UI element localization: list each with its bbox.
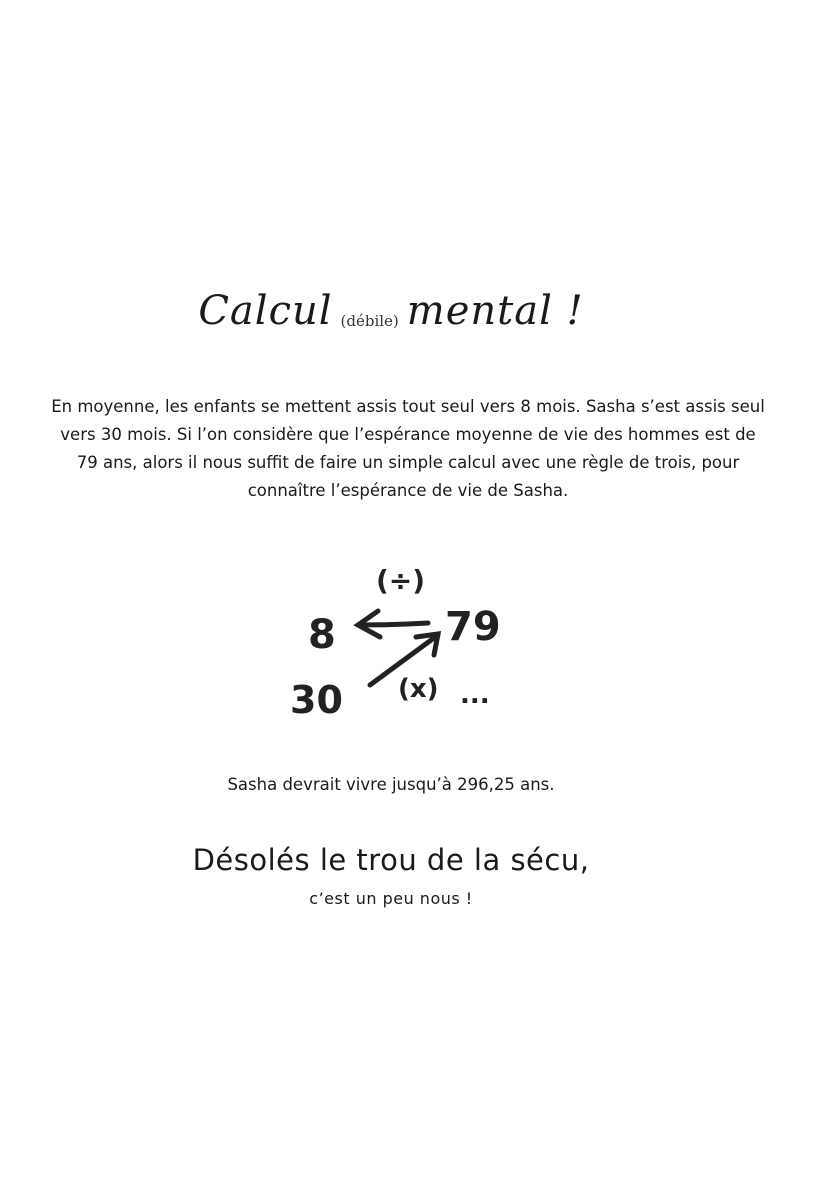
result-text: Sasha devrait vivre jusqu’à 296,25 ans. [227,775,555,794]
title-part-1: Calcul [198,288,333,334]
title-part-2: mental ! [406,288,584,334]
value-79: 79 [445,604,501,650]
intro-paragraph: En moyenne, les enfants se mettent assis tout seul vers 8 mois. Sasha s’est assis seul vers 30 mois. Si l’on considère que l’espérance moyenne de vie des hommes est de 79 ans, alors il nous suffit de faire un simple calcul avec une règle de trois, pour connaître l’espérance de vie de Sasha. [51,397,765,500]
value-30: 30 [290,678,343,722]
handwritten-calculation [230,545,530,730]
closing-subline: c’est un peu nous ! [309,889,473,908]
left-arrow-icon [358,611,428,637]
ellipsis: ... [460,680,490,710]
calculation-sketch [230,545,530,730]
divide-sign: (÷) [376,564,426,597]
title-aside: (débile) [340,312,399,330]
closing-headline: Désolés le trou de la sécu, [192,843,590,877]
page-title [0,288,782,334]
value-8: 8 [308,612,336,658]
multiply-sign: (x) [398,674,439,704]
